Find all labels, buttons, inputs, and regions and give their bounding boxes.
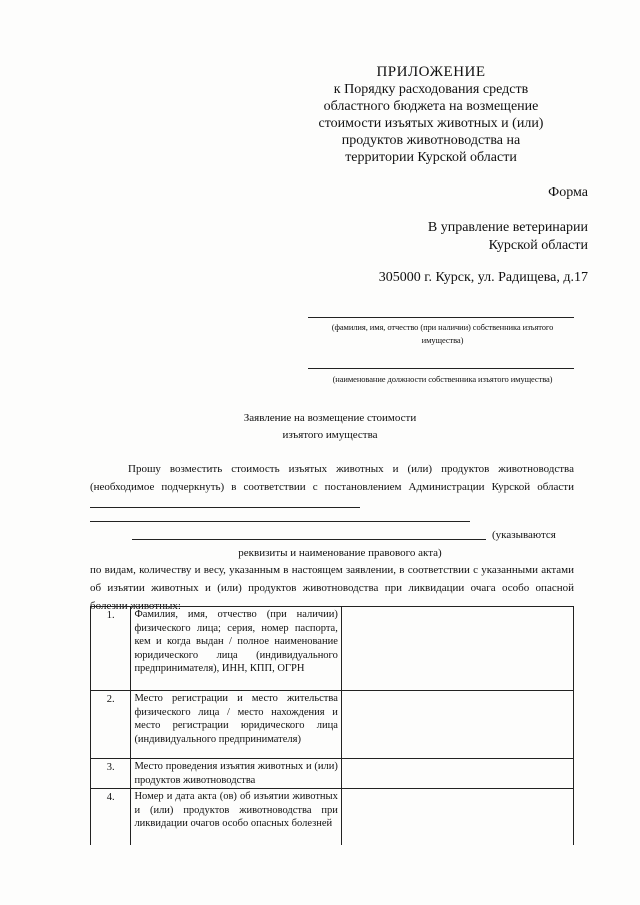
title-line: Заявление на возмещение стоимости [243,412,417,424]
request-paragraph [90,460,574,514]
addressee-line: Курской области [488,238,588,253]
request-text: Прошу возместить стоимость изъятых животных и (или) продуктов животноводства (необходимое подчеркнуть) в соответствии с постановлением Администрации Курской области [90,463,574,493]
decree-fill-line-3[interactable] [132,539,486,540]
owner-name-caption [300,321,585,347]
appendix-line: стоимости изъятых животных и (или) [318,116,544,131]
appendix-line: к Порядку расходования средств [333,82,529,97]
appendix-heading: ПРИЛОЖЕНИЕ [376,64,486,80]
row-label: Фамилия, имя, отчество (при наличии) физического лица; серия, номер паспорта, кем и когда выдан / полное наименование юридического лица (индивидуального предпринимателя), ИНН, КПП, ОГРН [131,607,341,691]
row-value-cell[interactable] [341,691,573,759]
addressee-address: 305000 г. Курск, ул. Радищева, д.17 [378,270,588,285]
row-label: Место регистрации и место жительства физического лица / место нахождения и место регистрации юридического лица (индивидуального предпринимателя) [131,691,341,759]
applicant-info-table [90,606,574,845]
owner-position-line[interactable] [308,368,574,369]
details-paragraph: по видам, количеству и весу, указанным в настоящем заявлении, в соответствии с указанными актами об изъятии животных и (или) продуктов животноводства при ликвидации очага особо опасной болезни животных: [90,564,574,612]
row-number: 1. [91,607,131,691]
table-row [91,691,574,759]
requisites-caption: реквизиты и наименование правового акта) [238,547,442,559]
row-number: 4. [91,789,131,845]
document-title [160,410,500,444]
title-line: изъятого имущества [282,429,378,441]
row-label: Номер и дата акта (ов) об изъятии животных и (или) продуктов животноводства при ликвидации очагов особо опасных болезней [131,789,341,845]
owner-position-caption: (наименование должности собственника изъятого имущества) [332,374,553,384]
caption-line: (фамилия, имя, отчество (при наличии) собственника изъятого [331,322,554,332]
caption-line: имущества) [421,335,464,345]
table-row [91,789,574,845]
row-number: 3. [91,759,131,789]
appendix-line: территории Курской области [345,150,517,165]
decree-fill-line[interactable] [90,497,360,508]
decree-fill-line-2[interactable] [90,521,470,522]
row-value-cell[interactable] [341,607,573,691]
row-label: Место проведения изъятия животных и (или) продуктов животноводства [131,759,341,789]
appendix-line: продуктов животноводства на [341,133,521,148]
requisites-note: (указываются [492,529,556,541]
addressee-line: В управление ветеринарии [427,220,588,235]
row-value-cell[interactable] [341,789,573,845]
appendix-block [286,64,576,166]
table-row [91,607,574,691]
appendix-line: областного бюджета на возмещение [323,99,539,114]
form-label: Форма [548,185,588,200]
row-number: 2. [91,691,131,759]
row-value-cell[interactable] [341,759,573,789]
addressee-block [328,219,588,255]
table-row [91,759,574,789]
owner-name-line[interactable] [308,317,574,318]
